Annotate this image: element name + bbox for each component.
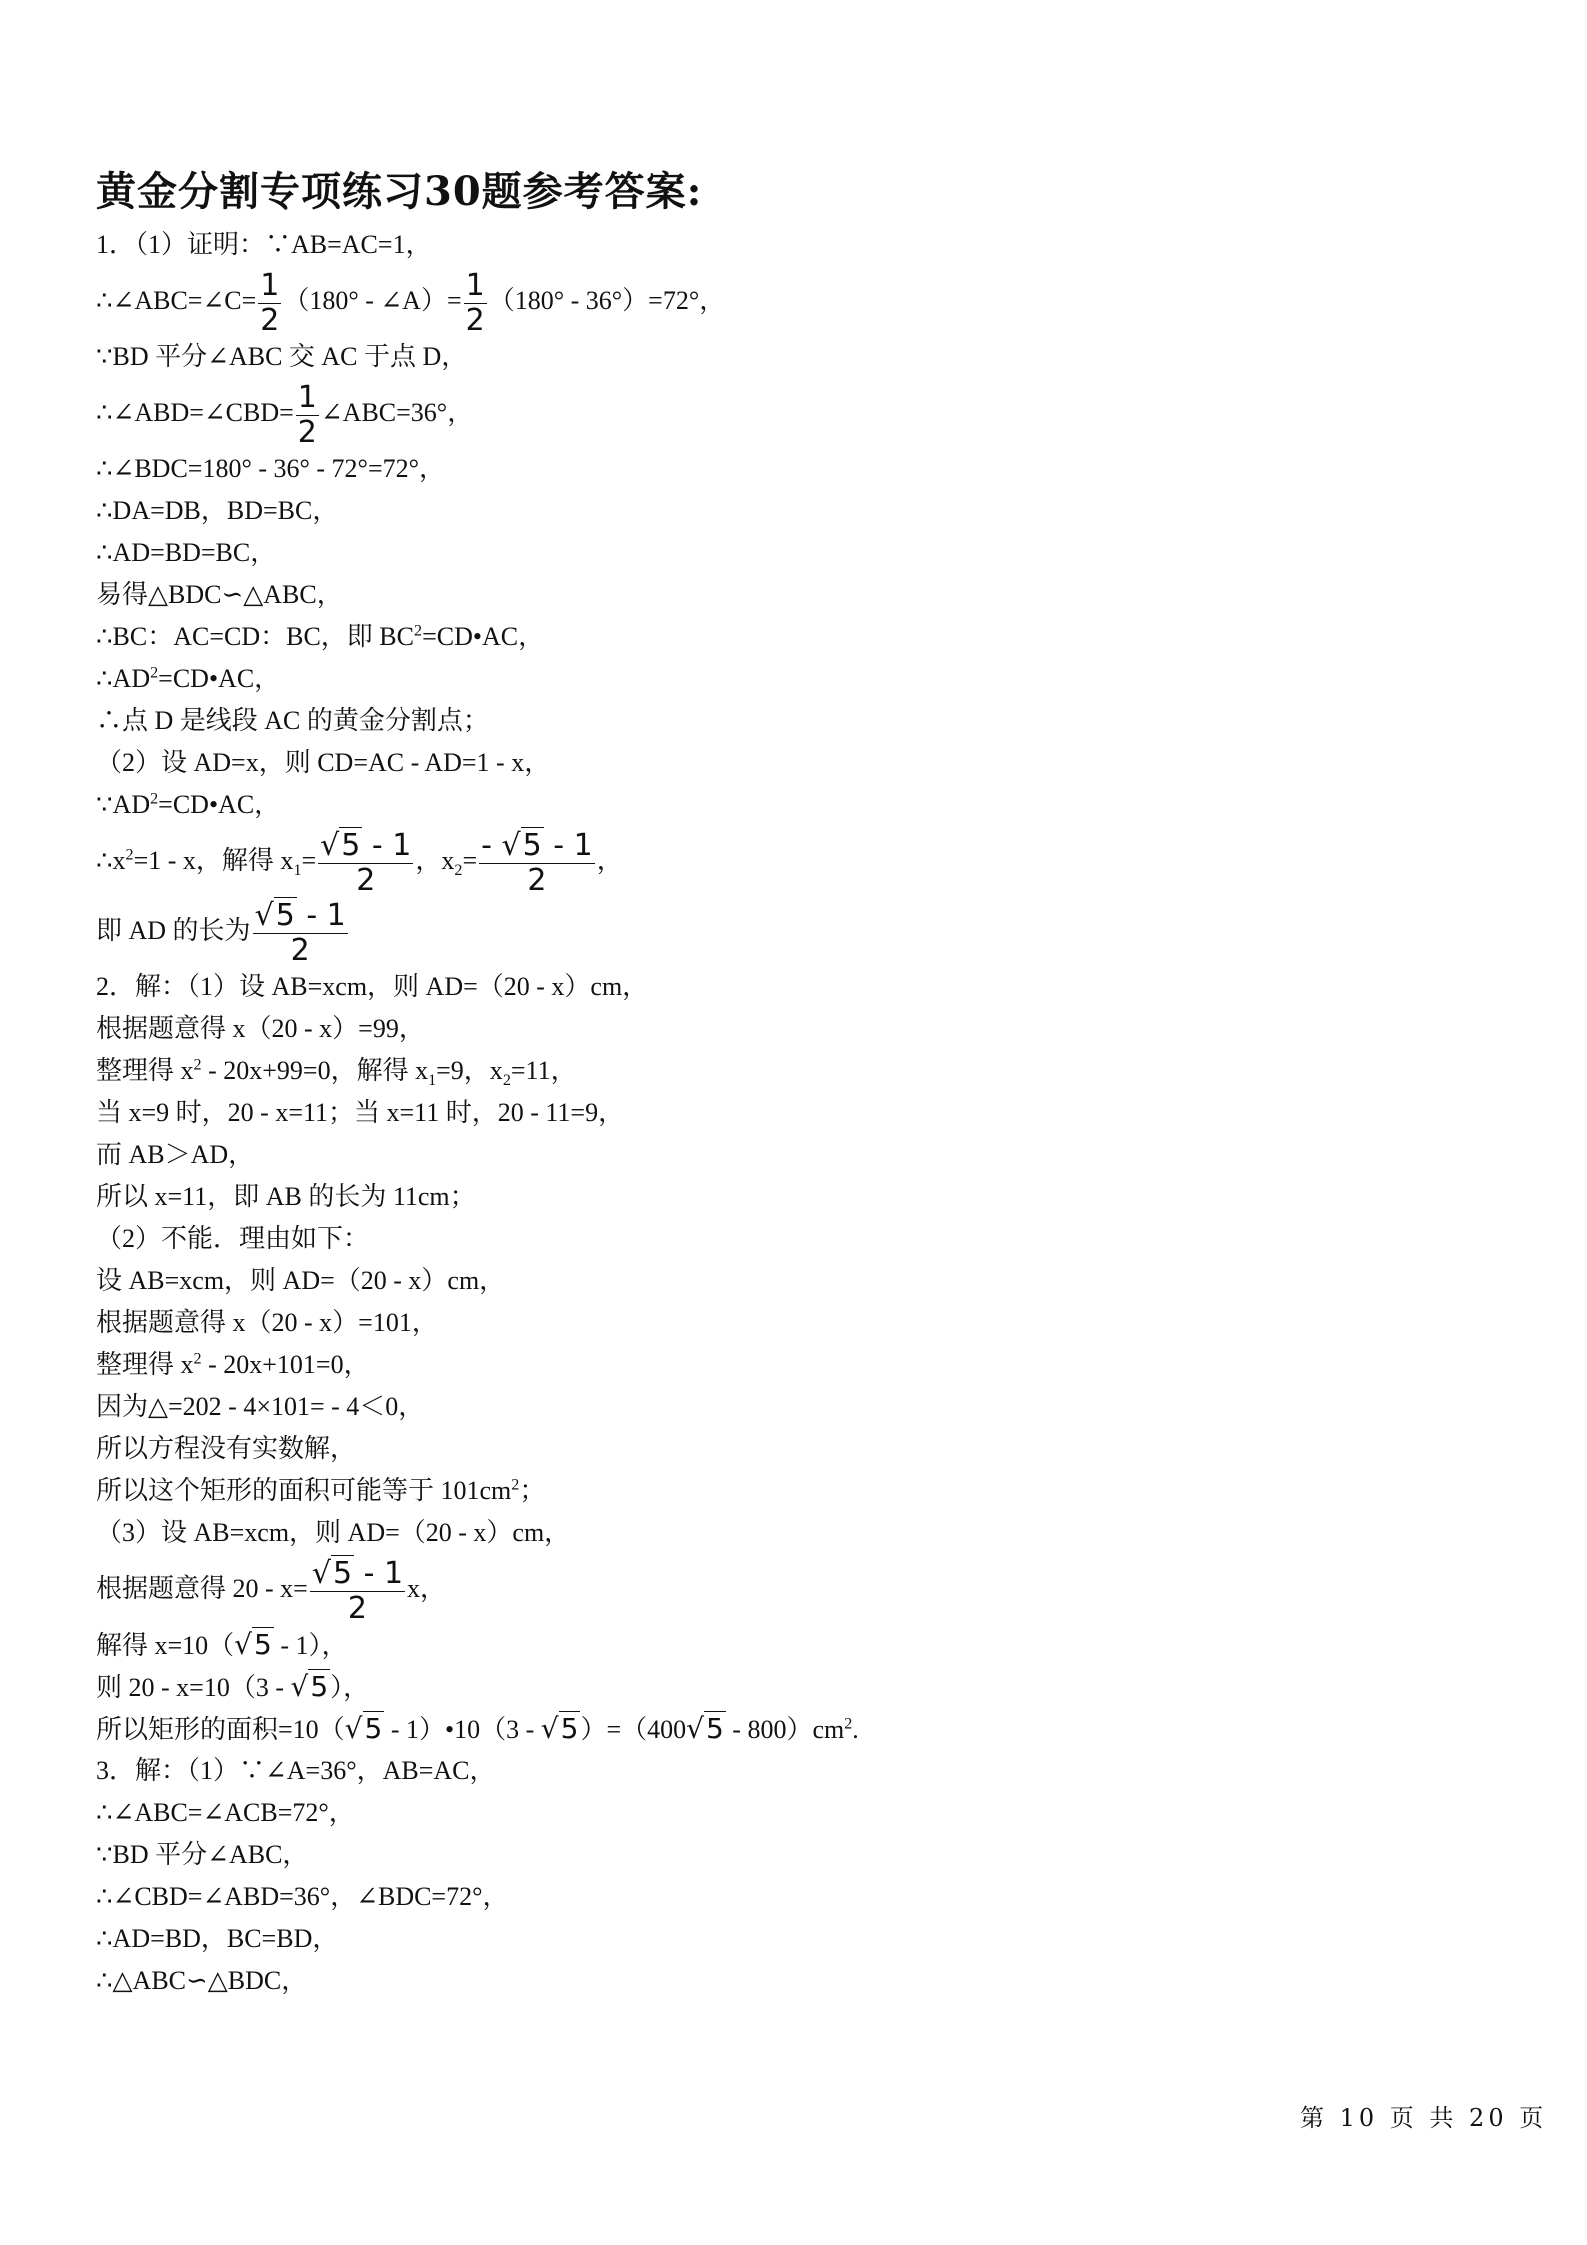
line-text: ∴BC：AC=CD：BC，即 BC [96,622,414,651]
line-text: - 20x+99=0，解得 x [201,1056,429,1085]
line-text: 则 20 - x=10（3 - [96,1673,291,1702]
text-line [96,1960,1496,2002]
subscript: 1 [428,1072,437,1090]
line-text: = [301,846,317,875]
line-text: 整理得 x [96,1350,194,1379]
line-text: 3．解：（1）∵∠A=36°，AB=AC， [96,1756,496,1785]
text-line [96,1876,1496,1918]
line-text: =9，x [436,1056,503,1085]
text-line [96,1918,1496,1960]
denominator: 2 [356,862,376,898]
radical [290,1666,330,1708]
radical [502,830,544,862]
subscript: 2 [502,1072,511,1090]
line-text: 设 AB=xcm，则 AD=（20 - x）cm， [96,1266,506,1295]
text-line [96,1050,1496,1092]
line-text: ， [596,846,623,875]
radical [234,1624,274,1666]
line-text: ，x [415,846,455,875]
line-text: ∴DA=DB，BD=BC， [96,496,339,525]
line-text: ∵BD 平分∠ABC 交 AC 于点 D， [96,342,468,371]
line-text: 根据题意得 x（20 - x）=99， [96,1014,425,1043]
text-line [96,1260,1496,1302]
radicand: 5 [341,828,361,864]
line-text: 易得△BDC∽△ABC， [96,580,343,609]
radical [320,830,362,862]
line-text: ∵BD 平分∠ABC， [96,1840,309,1869]
radicand: 5 [560,1712,579,1745]
line-text: ∠ABC=36°， [320,398,474,427]
line-text: 所以这个矩形的面积可能等于 101cm [96,1476,512,1505]
line-text: ∴∠CBD=∠ABD=36°，∠BDC=72°， [96,1882,509,1911]
text-line [96,1008,1496,1050]
line-text: （180° - ∠A）= [283,286,462,315]
radicand: 5 [705,1712,724,1745]
text-line [96,1302,1496,1344]
line-text: ∴AD=BD，BC=BD， [96,1924,339,1953]
line-text: =CD•AC， [422,622,545,651]
line-text: = [462,846,478,875]
text-line [96,266,1496,336]
line-text: 当 x=9 时，20 - x=11；当 x=11 时，20 - 11=9， [96,1098,625,1127]
text-line [96,1218,1496,1260]
line-text: ∵AD [96,790,151,819]
denominator: 2 [347,1590,367,1626]
text-line [96,1512,1496,1554]
page-number: 第 10 页 共 20 页 [1300,2104,1548,2132]
radical [686,1708,726,1750]
line-text: 整理得 x [96,1056,194,1085]
fraction-sqrt5-minus-1-over-2 [253,900,348,966]
text-line [96,336,1496,378]
line-text: x， [407,1574,447,1603]
numerator: 1 [465,268,485,304]
radicand: 5 [364,1712,383,1745]
numerator: 1 [297,380,317,416]
fraction-neg-sqrt5-minus-1-over-2 [479,830,595,896]
text-line [96,1092,1496,1134]
line-text: （180° - 36°）=72°， [488,286,726,315]
text-line [96,532,1496,574]
text-line [96,1750,1496,1792]
text-line [96,616,1496,658]
line-text: 因为△=202 - 4×101= - 4＜0， [96,1392,425,1421]
text-line [96,1554,1496,1624]
line-text: . [852,1715,859,1744]
line-text: 解得 x=10（ [96,1631,235,1660]
fraction-one-half [464,270,487,336]
line-text: ∴AD=BD=BC， [96,538,277,567]
numerator-rest: - 1 [362,828,412,864]
text-line [96,1624,1496,1666]
line-text: ∴∠BDC=180° - 36° - 72°=72°， [96,454,446,483]
line-text: ∴AD [96,664,151,693]
radicand: 5 [310,1670,329,1703]
text-line [96,1386,1496,1428]
radical [255,900,297,932]
line-text: ∴∠ABC=∠ACB=72°， [96,1798,355,1827]
sqrt-symbol: √ [320,828,340,864]
text-line [96,1344,1496,1386]
line-text: - 1）•10（3 - [384,1715,541,1744]
subscript: 2 [454,862,463,880]
radicand: 5 [332,1556,353,1592]
sqrt-symbol: √ [311,1556,331,1592]
line-text: （2）不能．理由如下： [96,1224,370,1253]
text-line [96,224,1496,266]
line-text: （3）设 AB=xcm，则 AD=（20 - x）cm， [96,1518,571,1547]
line-text: ∴x [96,846,126,875]
sqrt-symbol: √ [501,828,521,864]
sqrt-symbol: √ [686,1712,704,1745]
line-text: - 1）， [273,1631,348,1660]
line-text: ）， [330,1673,370,1702]
denominator: 2 [297,414,317,450]
text-line [96,1428,1496,1470]
line-text: 所以方程没有实数解， [96,1434,357,1463]
numerator [479,830,595,864]
line-text: 即 AD 的长为 [96,916,251,945]
sqrt-symbol: √ [254,898,274,934]
superscript: 2 [150,790,159,808]
text-line [96,1134,1496,1176]
text-line [96,784,1496,826]
line-text: ； [519,1476,546,1505]
text-line [96,1708,1496,1750]
text-line [96,1834,1496,1876]
line-text: =11， [510,1056,577,1085]
line-text: =1 - x，解得 x [133,846,294,875]
numerator [310,1558,405,1592]
text-line [96,896,1496,966]
superscript: 2 [414,622,423,640]
line-text: 1．（1）证明：∵AB=AC=1， [96,230,432,259]
numerator: 1 [260,268,280,304]
denominator: 2 [527,862,547,898]
line-text: （2）设 AD=x，则 CD=AC - AD=1 - x， [96,748,551,777]
denominator: 2 [260,302,280,338]
superscript: 2 [844,1715,853,1733]
text-line [96,1176,1496,1218]
sqrt-symbol: √ [290,1670,309,1703]
numerator-rest: - 1 [543,828,593,864]
numerator [318,830,413,864]
text-line [96,658,1496,700]
fraction-one-half [296,382,319,448]
fraction-sqrt5-minus-1-over-2 [310,1558,405,1624]
superscript: 2 [193,1350,202,1368]
line-text: 根据题意得 20 - x= [96,1574,308,1603]
sqrt-symbol: √ [540,1712,559,1745]
radicand: 5 [522,828,542,864]
radical [345,1708,385,1750]
text-line [96,448,1496,490]
line-text: =CD•AC， [158,664,281,693]
line-text: ）=（400 [580,1715,687,1744]
line-text: - 800）cm [725,1715,845,1744]
text-line [96,742,1496,784]
subscript: 1 [293,862,302,880]
radicand: 5 [254,1628,272,1661]
superscript: 2 [193,1056,202,1074]
line-text: 所以矩形的面积=10（ [96,1715,345,1744]
superscript: 2 [125,846,134,864]
radical [541,1708,581,1750]
text-line [96,966,1496,1008]
text-line [96,378,1496,448]
line-text: - 20x+101=0， [201,1350,370,1379]
line-text: =CD•AC， [158,790,281,819]
numerator-rest: - 1 [296,898,346,934]
sqrt-symbol: √ [234,1628,253,1661]
fraction-one-half [258,270,281,336]
text-line [96,700,1496,742]
line-text: ∴∠ABC=∠C= [96,286,257,315]
numerator-rest: - 1 [354,1556,404,1592]
denominator: 2 [290,932,310,968]
text-line [96,826,1496,896]
numerator [253,900,348,934]
line-text: ∴△ABC∽△BDC， [96,1966,308,1995]
text-line [96,490,1496,532]
superscript: 2 [150,664,159,682]
page-title: 黄金分割专项练习30题参考答案: [96,168,703,215]
line-text: 根据题意得 x（20 - x）=101， [96,1308,438,1337]
radicand: 5 [275,898,295,934]
superscript: 2 [511,1476,520,1494]
sqrt-symbol: √ [344,1712,363,1745]
text-line [96,1792,1496,1834]
fraction-sqrt5-minus-1-over-2 [318,830,413,896]
text-line [96,1666,1496,1708]
denominator: 2 [465,302,485,338]
line-text: 2．解：（1）设 AB=xcm，则 AD=（20 - x）cm， [96,972,649,1001]
negative-sign: - [481,828,502,864]
line-text: 而 AB＞AD， [96,1140,255,1169]
line-text: ∴∠ABD=∠CBD= [96,398,294,427]
answer-content [96,224,1496,2002]
line-text: ∴点 D 是线段 AC 的黄金分割点； [96,706,489,735]
line-text: 所以 x=11，即 AB 的长为 11cm； [96,1182,476,1211]
radical [312,1558,354,1590]
text-line [96,574,1496,616]
text-line [96,1470,1496,1512]
